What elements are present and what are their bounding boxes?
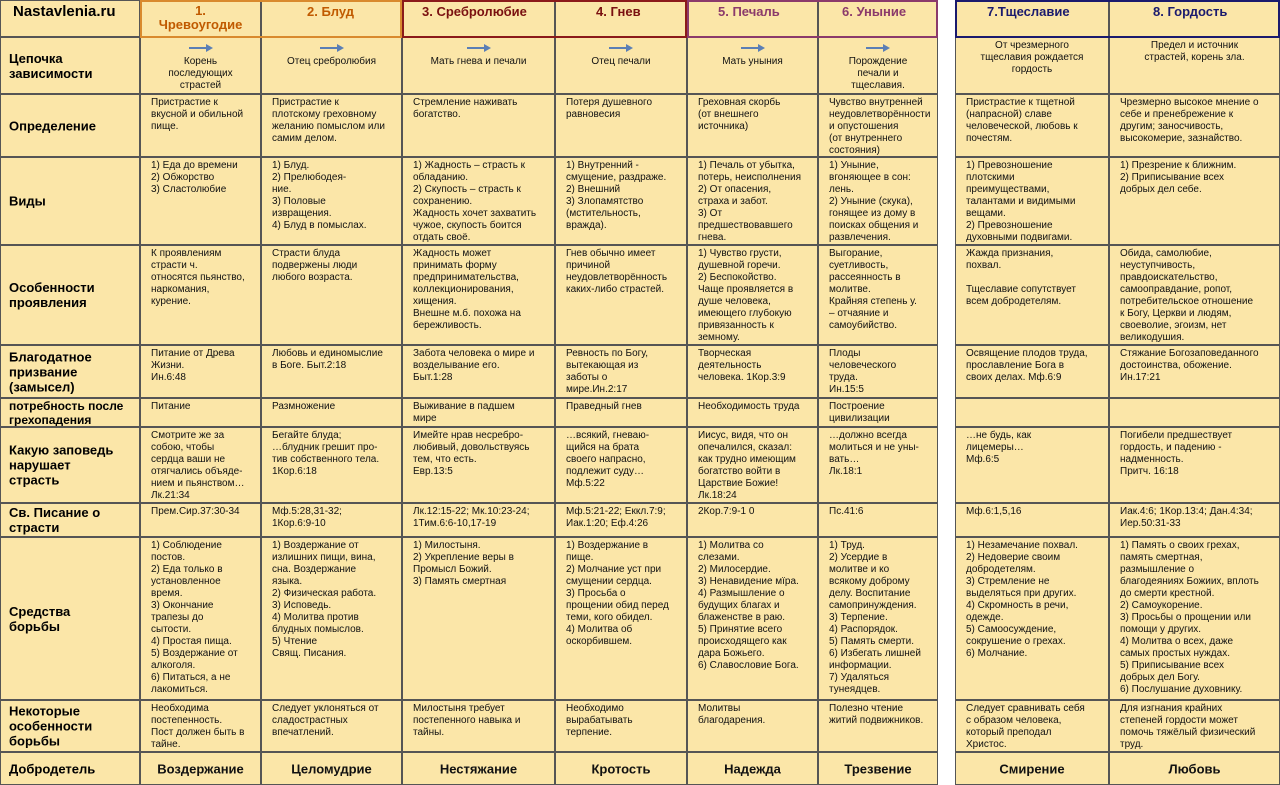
table-cell — [818, 700, 938, 752]
row-label: Добродетель — [9, 761, 96, 776]
cell-text: Ревность по Богу, вытекающая из заботы о мире.Ин.2:17 — [566, 348, 649, 395]
table-cell — [818, 427, 938, 503]
cell-text: Творческая деятельность человека. 1Кор.3:9 — [698, 348, 786, 383]
row-label-cell — [0, 398, 140, 427]
cell-text: 1) Воздержание в пище. 2) Молчание уст при смущении сердца. 3) Просьба о прощении обид перед теми, кого обидел. 4) Молитва об оскорбившем. — [566, 540, 669, 647]
table-cell — [402, 427, 555, 503]
virtue-name: Нестяжание — [439, 761, 518, 776]
cell-text: 1) Жадность – страсть к обладанию. 2) Скупость – страсть к сохранению. Жадность хочет захватить чужое, скупость боится отдать своё. — [413, 160, 537, 243]
table-cell — [955, 537, 1109, 700]
table-cell — [261, 398, 402, 427]
arrow-right-icon — [466, 43, 492, 53]
row-label-cell — [0, 37, 140, 94]
cell-text: Мф.5:28,31-32; 1Кор.6:9-10 — [272, 506, 342, 529]
cell-text: Забота человека о мире и возделывание его. Быт.1:28 — [413, 348, 535, 383]
table-cell — [402, 752, 555, 785]
cell-text: …должно всегда молиться и не уны- вать… Лк.18:1 — [829, 430, 919, 477]
cell-text: 1) Память о своих грехах, память смертная, размышление о благодеяниях Божиих, вплоть до смерти крестной. 2) Самоукорение. 3) Просьбы о прощении или помощи у других. 4) Молитва о всех, даже самых простых нуждах. 5) Приписывание всех добрых дел Богу. 6) Послушание духовнику. — [1120, 540, 1259, 695]
table-cell — [555, 427, 687, 503]
row-label-cell — [0, 700, 140, 752]
cell-text: Смотрите же за собою, чтобы сердца ваши не отягчались объяде- нием и пьянством… Лк.21:34 — [151, 430, 245, 501]
cell-text: Пристрастие к тщетной (напрасной) славе человеческой, любовь к почестям. — [966, 97, 1078, 144]
cell-text: Мф.6:1,5,16 — [966, 506, 1022, 517]
passion-title: 1. Чревоугодие — [158, 3, 243, 32]
cell-text: 1) Превозношение плотскими преимуществами, талантами и видимыми вещами. 2) Превозношение духовными подвигами. — [966, 160, 1076, 243]
row-label-cell — [0, 427, 140, 503]
virtue-name: Смирение — [999, 761, 1065, 776]
cell-text: …всякий, гневаю- щийся на брата своего напрасно, подлежит суду… Мф.5:22 — [566, 430, 650, 489]
virtue-name: Воздержание — [157, 761, 244, 776]
table-cell — [687, 752, 818, 785]
chain-text: Корень последующих страстей — [168, 56, 233, 91]
cell-text: 1) Печаль от убытка, потерь, неисполнения 2) От опасения, страха и забот. 3) От предшествовавшего гнева. — [698, 160, 801, 243]
passion-title: 3. Сребролюбие — [422, 4, 527, 19]
table-cell — [402, 37, 555, 94]
arrow-right-icon — [865, 43, 891, 53]
column-gap — [938, 0, 955, 785]
cell-text: Стремление наживать богатство. — [413, 97, 518, 120]
table-cell — [687, 157, 818, 245]
arrow-right-icon — [319, 43, 345, 53]
table-cell — [955, 345, 1109, 398]
cell-text: Иак.4:6; 1Кор.13:4; Дан.4:34; Иер.50:31-33 — [1120, 506, 1253, 529]
cell-text: 1) Незамечание похвал. 2) Недоверие своим добродетелям. 3) Стремление не выделяться при других. 4) Скромность в речи, одежде. 5) Самоосуждение, сокрушение о грехах. 6) Молчание. — [966, 540, 1078, 659]
row-label: Виды — [9, 193, 46, 209]
cell-text: Построение цивилизации — [829, 401, 890, 424]
passion-title: 2. Блуд — [307, 4, 355, 19]
cell-text: Выживание в падшем мире — [413, 401, 515, 424]
table-cell — [1109, 157, 1280, 245]
cell-text: Следует сравнивать себя с образом человека, который преподал Христос. — [966, 703, 1085, 750]
table-cell — [261, 245, 402, 345]
table-cell — [955, 752, 1109, 785]
table-cell — [555, 157, 687, 245]
table-cell — [555, 537, 687, 700]
cell-text: Гнев обычно имеет причиной неудовлетворённость каких-либо страстей. — [566, 248, 668, 295]
cell-text: Прем.Сир.37:30-34 — [151, 506, 240, 517]
cell-text: Полезно чтение житий подвижников. — [829, 703, 924, 726]
table-cell — [402, 94, 555, 157]
cell-text: Чувство внутренней неудовлетворённости и опустошения (от внутреннего состояния) — [829, 97, 931, 156]
chain-text: Предел и источник страстей, корень зла. — [1144, 40, 1245, 63]
chain-text: Мать уныния — [722, 56, 783, 67]
cell-text: Освящение плодов труда, прославление Бога в своих делах. Мф.6:9 — [966, 348, 1088, 383]
table-cell — [140, 157, 261, 245]
cell-text: 1) Молитва со слезами. 2) Милосердие. 3) Ненавидение мїра. 4) Размышление о будущих благах и блаженстве в раю. 5) Принятие всего происходящего как дара Божьего. 6) Славословие Бога. — [698, 540, 799, 671]
table-cell — [261, 157, 402, 245]
virtue-name: Кротость — [591, 761, 651, 776]
table-cell — [555, 37, 687, 94]
cell-text: Плоды человеческого труда. Ин.15:5 — [829, 348, 897, 395]
table-cell — [687, 94, 818, 157]
chain-text: Мать гнева и печали — [430, 56, 527, 67]
table-cell — [140, 245, 261, 345]
table-cell — [955, 37, 1109, 94]
table-cell — [955, 398, 1109, 427]
table-cell — [140, 398, 261, 427]
cell-text: 1) Презрение к ближним. 2) Приписывание всех добрых дел себе. — [1120, 160, 1237, 195]
passion-title: 5. Печаль — [718, 4, 780, 19]
row-label-cell — [0, 245, 140, 345]
cell-text: 1) Милостыня. 2) Укрепление веры в Промысл Божий. 3) Память смертная — [413, 540, 514, 587]
cell-text: 1) Уныние, вгоняющее в сон: лень. 2) Уныние (скука), гонящее из дому в поисках общения и развлечения. — [829, 160, 919, 243]
passion-title: 7.Тщеславие — [987, 4, 1070, 19]
table-cell — [1109, 345, 1280, 398]
table-cell — [818, 503, 938, 537]
row-label: Определение — [9, 118, 97, 133]
cell-text: Жадность может принимать форму предпринимательства, коллекционирования, хищения. Внешне м.б. похожа на бережливость. — [413, 248, 521, 331]
cell-text: Размножение — [272, 401, 336, 412]
table-cell — [687, 37, 818, 94]
table-cell — [261, 427, 402, 503]
table-cell — [955, 245, 1109, 345]
virtue-name: Трезвение — [844, 761, 912, 776]
row-label-cell — [0, 157, 140, 245]
chain-text: От чрезмерного тщеславия рождается гордость — [980, 40, 1084, 75]
table-cell — [687, 537, 818, 700]
cell-text: Бегайте блуда; …блудник грешит про- тив собственного тела. 1Кор.6:18 — [272, 430, 380, 477]
cell-text: 1) Чувство грусти, душевной горечи. 2) Беспокойство. Чаще проявляется в душе человека, имеющего глубокую привязанность к земному. — [698, 248, 794, 343]
table-cell — [687, 427, 818, 503]
table-cell — [555, 503, 687, 537]
table-cell — [140, 37, 261, 94]
table-cell — [402, 345, 555, 398]
cell-text: Иисус, видя, что он опечалился, сказал: как трудно имеющим богатство войти в Царствие Божие! Лк.18:24 — [698, 430, 796, 501]
table-cell — [818, 37, 938, 94]
cell-text: 1) Воздержание от излишних пищи, вина, сна. Воздержание языка. 2) Физическая работа. 3) Исповедь. 4) Молитва против блудных помыслов. 5) Чтение Свящ. Писания. — [272, 540, 377, 659]
brand-cell — [0, 0, 140, 37]
table-cell — [140, 537, 261, 700]
table-cell — [955, 427, 1109, 503]
table-cell — [140, 503, 261, 537]
chain-text: Порождение печали и тщеславия. — [848, 56, 908, 91]
cell-text: Необходима постепенность. Пост должен быть в тайне. — [151, 703, 245, 750]
table-cell — [1109, 700, 1280, 752]
table-cell — [402, 245, 555, 345]
cell-text: Чрезмерно высокое мнение о себе и пренебрежение к другим; заносчивость, высокомерие, зазнайство. — [1120, 97, 1259, 144]
table-cell — [818, 94, 938, 157]
cell-text: Лк.12:15-22; Мк.10:23-24; 1Тим.6:6-10,17-19 — [413, 506, 530, 529]
table-cell — [140, 345, 261, 398]
chain-text: Отец сребролюбия — [286, 56, 377, 67]
table-cell — [402, 157, 555, 245]
cell-text: Пристрастие к плотскому греховному желанию помыслом или самим делом. — [272, 97, 385, 144]
table-cell — [140, 94, 261, 157]
table-cell — [140, 427, 261, 503]
arrow-right-icon — [608, 43, 634, 53]
table-cell — [402, 398, 555, 427]
row-label-cell — [0, 94, 140, 157]
cell-text: Питание от Древа Жизни. Ин.6:48 — [151, 348, 235, 383]
table-cell — [1109, 398, 1280, 427]
cell-text: Милостыня требует постепенного навыка и тайны. — [413, 703, 521, 738]
table-cell — [955, 157, 1109, 245]
row-label: Благодатное призвание (замысел) — [9, 349, 92, 394]
table-cell — [140, 752, 261, 785]
table-cell — [261, 752, 402, 785]
table-cell — [261, 700, 402, 752]
cell-text: 1) Блуд. 2) Прелюбодея- ние. 3) Половые извращения. 4) Блуд в помыслах. — [272, 160, 367, 231]
chain-text: Отец печали — [591, 56, 651, 67]
cell-text: Молитвы благодарения. — [698, 703, 766, 726]
row-label: Особенности проявления — [9, 280, 95, 310]
table-cell — [955, 94, 1109, 157]
table-cell — [555, 700, 687, 752]
cell-text: Греховная скорбь (от внешнего источника) — [698, 97, 781, 132]
cell-text: 1) Еда до времени 2) Обжорство 3) Сластолюбие — [151, 160, 238, 195]
table-cell — [955, 503, 1109, 537]
cell-text: Для изгнания крайних степеней гордости может помочь тяжёлый физический труд. — [1120, 703, 1256, 750]
table-cell — [687, 398, 818, 427]
table-cell — [555, 345, 687, 398]
row-label: Какую заповедь нарушает страсть — [9, 442, 114, 488]
table-cell — [1109, 245, 1280, 345]
table-cell — [140, 700, 261, 752]
table-cell — [687, 345, 818, 398]
row-label-cell — [0, 345, 140, 398]
cell-text: Пристрастие к вкусной и обильной пище. — [151, 97, 244, 132]
table-cell — [261, 37, 402, 94]
cell-text: 1) Труд. 2) Усердие в молитве и ко всякому доброму делу. Воспитание самопринуждения. 3) Терпение. 4) Распорядок. 5) Память смерти. 6) Избегать лишней информации. 7) Удаляться тунеядцев. — [829, 540, 921, 695]
passion-title: 6. Уныние — [842, 4, 907, 19]
row-label: Цепочка зависимости — [9, 50, 93, 81]
table-cell — [687, 245, 818, 345]
table-cell — [261, 94, 402, 157]
cell-text: Необходимость труда — [698, 401, 800, 412]
table-cell — [261, 537, 402, 700]
cell-text: 1) Соблюдение постов. 2) Еда только в установленное время. 3) Окончание трапезы до сытости. 4) Простая пища. 5) Воздержание от алкоголя. 6) Питаться, а не лакомиться. — [151, 540, 238, 695]
row-label: Св. Писание о страсти — [9, 505, 101, 535]
table-cell — [555, 245, 687, 345]
passion-title: 8. Гордость — [1153, 4, 1228, 19]
cell-text: Следует уклоняться от сладострастных впечатлений. — [272, 703, 379, 738]
table-cell — [818, 537, 938, 700]
table-cell — [1109, 503, 1280, 537]
virtue-name: Надежда — [724, 761, 781, 776]
table-cell — [555, 94, 687, 157]
cell-text: Необходимо вырабатывать терпение. — [566, 703, 633, 738]
table-cell — [555, 752, 687, 785]
table-cell — [955, 700, 1109, 752]
virtue-name: Любовь — [1168, 761, 1221, 776]
cell-text: Любовь и единомыслие в Боге. Быт.2:18 — [272, 348, 383, 371]
cell-text: Стяжание Богозаповеданного достоинства, обожение. Ин.17:21 — [1120, 348, 1259, 383]
table-cell — [818, 398, 938, 427]
row-label: Некоторые особенности борьбы — [9, 703, 93, 749]
cell-text: 1) Внутренний - смущение, раздраже. 2) Внешний 3) Злопамятство (мстительность, вражда). — [566, 160, 667, 231]
row-label-cell — [0, 503, 140, 537]
cell-text: Имейте нрав несребро- любивый, довольствуясь тем, что есть. Евр.13:5 — [413, 430, 530, 477]
table-cell — [687, 700, 818, 752]
virtue-name: Целомудрие — [291, 761, 372, 776]
cell-text: Погибели предшествует гордость, и падению - надменность. Притч. 16:18 — [1120, 430, 1233, 477]
table-cell — [818, 245, 938, 345]
table-cell — [687, 503, 818, 537]
row-label-cell — [0, 537, 140, 700]
table-cell — [555, 398, 687, 427]
cell-text: Страсти блуда подвержены люди любого возраста. — [272, 248, 358, 283]
site-brand: Nastavlenia.ru — [13, 3, 116, 20]
table-cell — [1109, 537, 1280, 700]
cell-text: Праведный гнев — [566, 401, 642, 412]
table-cell — [1109, 427, 1280, 503]
cell-text: Выгорание, суетливость, рассеянность в молитве. Крайняя степень у. – отчаяние и самоубийство. — [829, 248, 917, 331]
arrow-right-icon — [188, 43, 214, 53]
table-cell — [261, 503, 402, 537]
table-cell — [1109, 37, 1280, 94]
row-label: Средства борьбы — [9, 603, 71, 634]
table-cell — [402, 700, 555, 752]
table-cell — [818, 752, 938, 785]
row-label: потребность после грехопадения — [9, 398, 124, 427]
cell-text: …не будь, как лицемеры… Мф.6:5 — [966, 430, 1032, 465]
row-label-cell — [0, 752, 140, 785]
table-cell — [402, 503, 555, 537]
table-cell — [261, 345, 402, 398]
cell-text: Жажда признания, похвал. Тщеславие сопутствует всем добродетелям. — [966, 248, 1076, 307]
arrow-right-icon — [740, 43, 766, 53]
cell-text: К проявлениям страсти ч. относятся пьянство, наркомания, курение. — [151, 248, 245, 307]
cell-text: Обида, самолюбие, неуступчивость, правдоискательство, самооправдание, ропот, потребительское отношение к Богу, Церкви и людям, своеволие, эгоизм, нет великодушия. — [1120, 248, 1254, 343]
cell-text: Потеря душевного равновесия — [566, 97, 653, 120]
cell-text: Питание — [151, 401, 191, 412]
table-cell — [1109, 752, 1280, 785]
cell-text: Мф.5:21-22; Еккл.7:9; Иак.1:20; Еф.4:26 — [566, 506, 666, 529]
table-cell — [818, 157, 938, 245]
cell-text: 2Кор.7:9-1 0 — [698, 506, 755, 517]
passion-title: 4. Гнев — [596, 4, 641, 19]
table-cell — [1109, 94, 1280, 157]
table-cell — [818, 345, 938, 398]
table-cell — [402, 537, 555, 700]
cell-text: Пс.41:6 — [829, 506, 864, 517]
